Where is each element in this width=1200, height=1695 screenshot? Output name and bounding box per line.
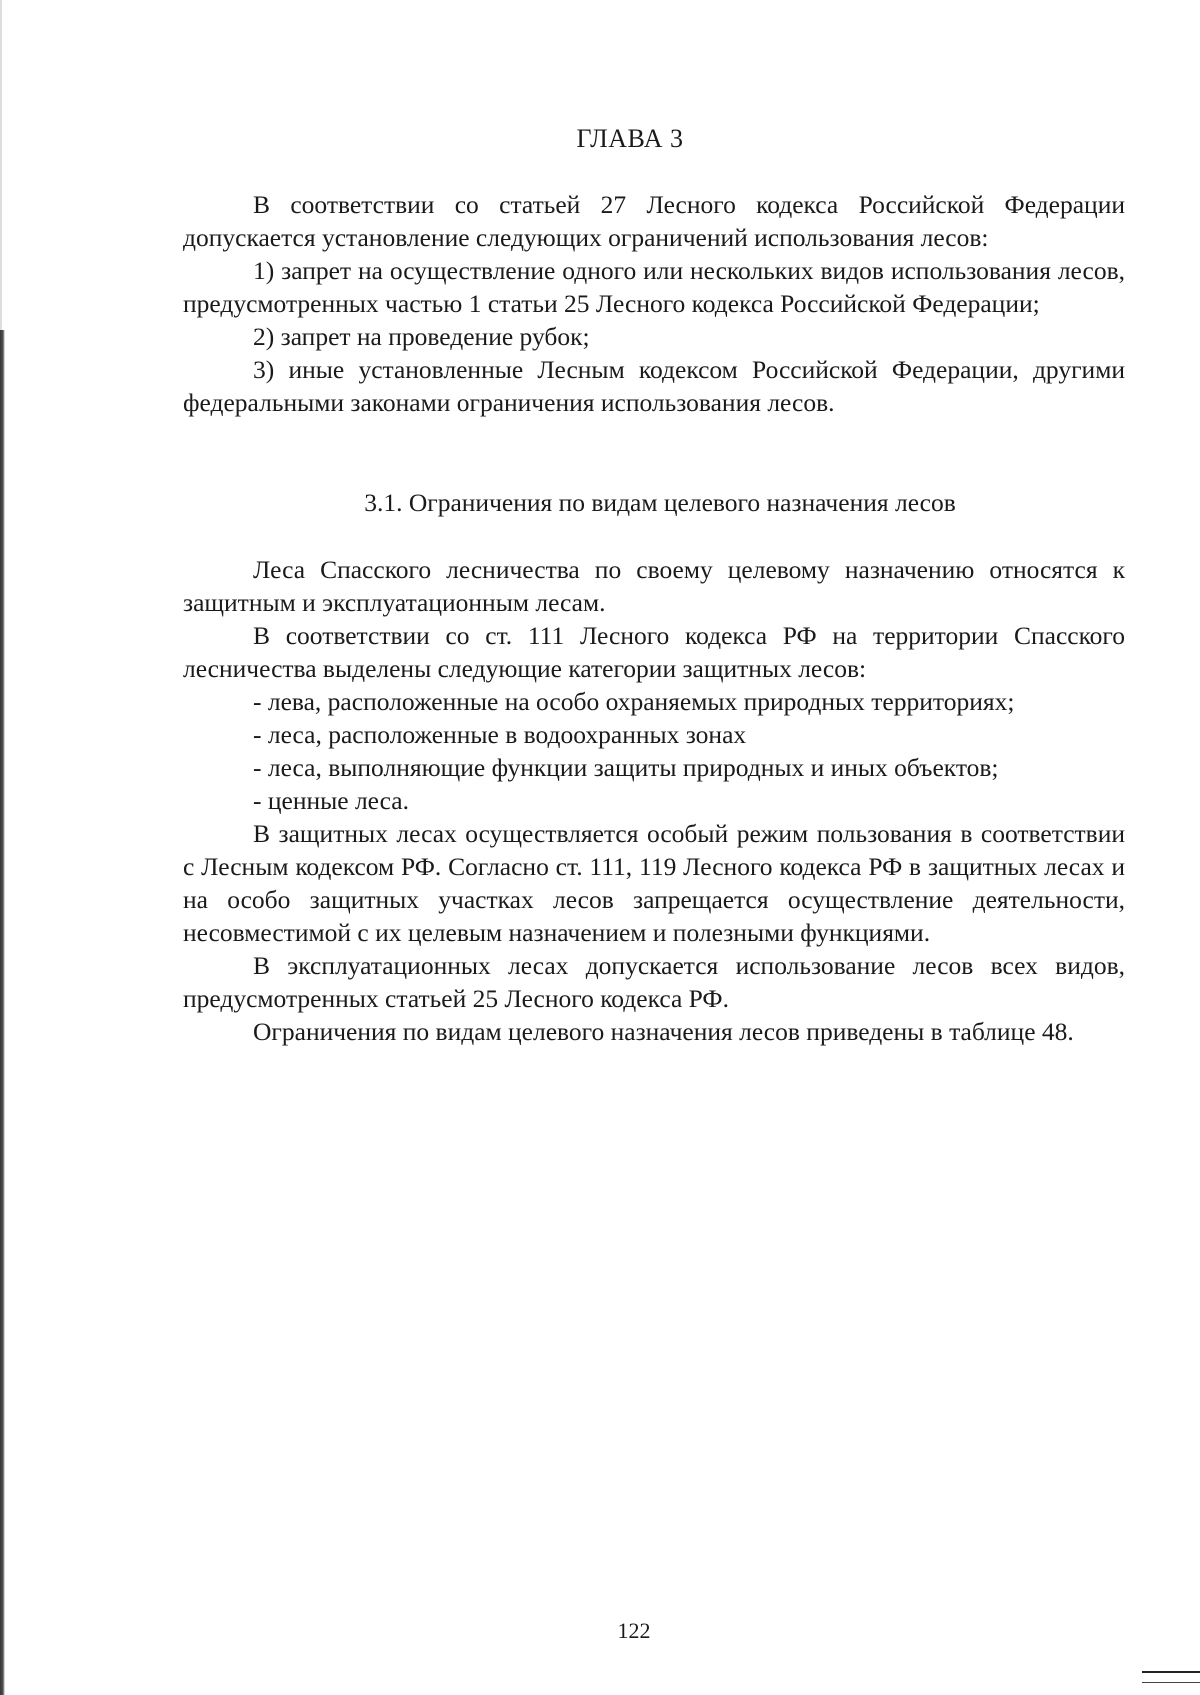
forest-category-item: - лева, расположенные на особо охраняемых природных территориях; <box>253 687 1015 716</box>
forest-category-item: - леса, выполняющие функции защиты природных и иных объектов; <box>253 753 999 782</box>
intro-paragraph: В соответствии со статьей 27 Лесного кодекса Российской Федерации допускается установление следующих ограничений использования лесов: <box>183 190 1125 252</box>
scan-edge-artifact <box>0 0 2 330</box>
intro-block <box>183 188 1125 419</box>
page-number: 122 <box>617 1618 651 1643</box>
body-paragraph: Ограничения по видам целевого назначения лесов приведены в таблице 48. <box>253 1017 1074 1046</box>
restriction-item: 2) запрет на проведение рубок; <box>253 322 590 351</box>
scan-edge-artifact <box>0 330 5 1695</box>
section-body <box>183 553 1125 1048</box>
chapter-title: ГЛАВА 3 <box>576 124 684 153</box>
restriction-item: 3) иные установленные Лесным кодексом Российской Федерации, другими федеральными законами ограничения использования лесов. <box>183 355 1125 417</box>
restriction-item: 1) запрет на осуществление одного или нескольких видов использования лесов, предусмотренных частью 1 статьи 25 Лесного кодекса Российской Федерации; <box>183 256 1125 318</box>
scan-corner-artifact <box>1142 1682 1200 1683</box>
body-paragraph: В соответствии со ст. 111 Лесного кодекса РФ на территории Спасского лесничества выделены следующие категории защитных лесов: <box>183 621 1125 683</box>
body-paragraph: В эксплуатационных лесах допускается использование лесов всех видов, предусмотренных статьей 25 Лесного кодекса РФ. <box>183 951 1125 1013</box>
scan-corner-artifact <box>1142 1671 1200 1673</box>
forest-category-item: - ценные леса. <box>253 786 409 815</box>
body-paragraph: Леса Спасского лесничества по своему целевому назначению относятся к защитным и эксплуатационным лесам. <box>183 555 1125 617</box>
forest-category-item: - леса, расположенные в водоохранных зонах <box>253 720 747 749</box>
section-title: 3.1. Ограничения по видам целевого назначения лесов <box>364 488 956 517</box>
body-paragraph: В защитных лесах осуществляется особый режим пользования в соответствии с Лесным кодексом РФ. Согласно ст. 111, 119 Лесного кодекса РФ в защитных лесах и на особо защитных участках лесов запрещается осуществление деятельности, несовместимой с их целевым назначением и полезными функциями. <box>183 819 1125 947</box>
